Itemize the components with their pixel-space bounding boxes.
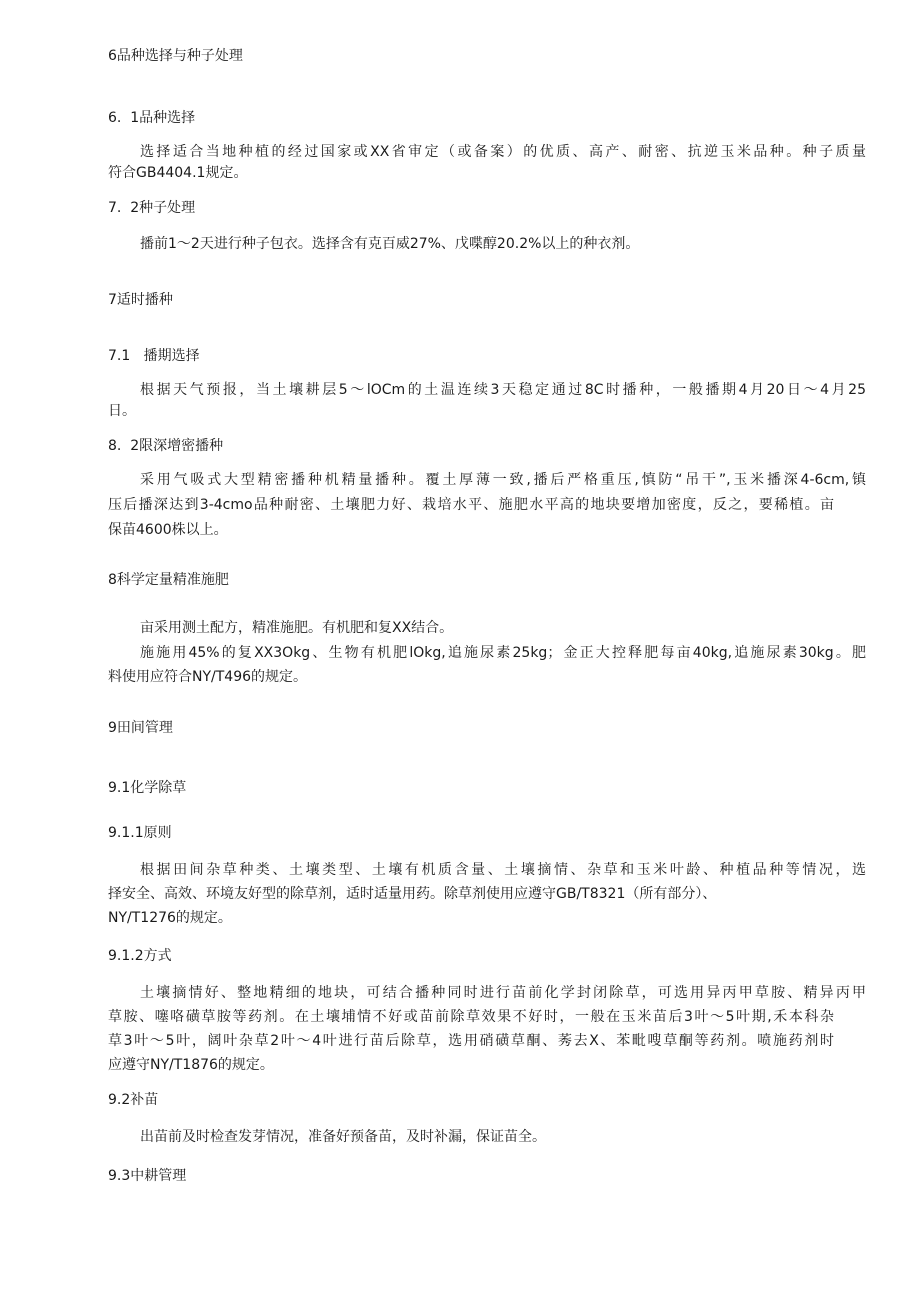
section-8-heading: 8科学定量精准施肥 — [108, 572, 229, 588]
section-9-1-1-text-line-2: 择安全、高效、环境友好型的除草剂，适时适量用药。除草剂使用应遵守GB/T8321（所有部分）、 — [108, 886, 717, 902]
section-6-1-text-line-2: 符合GB4404.1规定。 — [108, 165, 248, 181]
section-8-para-2-line-2: 料使用应符合NY/T496的规定。 — [108, 669, 308, 685]
section-9-3-heading: 9.3中耕管理 — [108, 1168, 187, 1184]
section-9-1-2-text-line-1: 土壤摘情好、整地精细的地块，可结合播种同时进行苗前化学封闭除草，可选用异丙甲草胺、精异丙甲 — [140, 985, 866, 1001]
section-9-2-text-line-1: 出苗前及时检查发芽情况，准备好预备苗，及时补漏，保证苗全。 — [140, 1129, 546, 1145]
section-7-1-text-line-2: 日。 — [108, 403, 136, 419]
section-6-1-text-line-1: 选择适合当地种植的经过国家或XX省审定（或备案）的优质、高产、耐密、抗逆玉米品种。种子质量 — [140, 144, 866, 160]
section-7-1-text-line-1: 根据天气预报，当土壤耕层5～lOCm的土温连续3天稳定通过8C时播种，一般播期4月20日～4月25 — [140, 382, 866, 398]
section-9-1-2-text-line-4: 应遵守NY/T1876的规定。 — [108, 1057, 274, 1073]
section-6-2-text-line-1: 播前1～2天进行种子包衣。选择含有克百威27%、戊喋醇20.2%以上的种衣剂。 — [140, 236, 640, 252]
section-7-heading: 7适时播种 — [108, 292, 173, 308]
section-8-para-2-line-1: 施施用45%的复XX3Okg、生物有机肥lOkg,追施尿素25kg；金正大控释肥每亩40kg,追施尿素30kg。肥 — [140, 645, 866, 661]
section-7-2-heading: 8. 2限深增密播种 — [108, 438, 224, 454]
section-6-2-heading: 7. 2种子处理 — [108, 200, 196, 216]
section-7-2-text-line-3: 保苗4600株以上。 — [108, 522, 228, 538]
section-9-heading: 9田间管理 — [108, 720, 173, 736]
section-9-1-1-heading: 9.1.1原则 — [108, 825, 172, 841]
section-6-heading: 6品种选择与种子处理 — [108, 48, 243, 64]
section-9-1-1-text-line-3: NY/T1276的规定。 — [108, 910, 232, 926]
section-7-2-text-line-1: 采用气吸式大型精密播种机精量播种。覆土厚薄一致,播后严格重压,慎防“吊干”,玉米播深4-6cm,镇 — [140, 472, 866, 488]
section-9-1-2-text-line-3: 草3叶～5叶，阔叶杂草2叶～4叶进行苗后除草，选用硝磺草酮、莠去X、苯毗嗖草酮等药剂。喷施药剂时 — [108, 1033, 834, 1049]
section-9-1-2-heading: 9.1.2方式 — [108, 948, 172, 964]
section-7-1-heading: 7.1 播期选择 — [108, 348, 200, 364]
section-6-1-heading: 6. 1品种选择 — [108, 110, 196, 126]
section-9-1-heading: 9.1化学除草 — [108, 780, 187, 796]
section-9-1-1-text-line-1: 根据田间杂草种类、土壤类型、土壤有机质含量、土壤摘情、杂草和玉米叶龄、种植品种等情况，选 — [140, 862, 866, 878]
section-9-2-heading: 9.2补苗 — [108, 1092, 159, 1108]
section-8-para-1: 亩采用测土配方，精准施肥。有机肥和复XX结合。 — [140, 620, 454, 636]
section-7-2-text-line-2: 压后播深达到3-4cmo品种耐密、土壤肥力好、栽培水平、施肥水平高的地块要增加密度，反之，要稀植。亩 — [108, 497, 834, 513]
section-9-1-2-text-line-2: 草胺、噻咯磺草胺等药剂。在土壤埔情不好或苗前除草效果不好时，一般在玉米苗后3叶～5叶期,禾本科杂 — [108, 1009, 834, 1025]
